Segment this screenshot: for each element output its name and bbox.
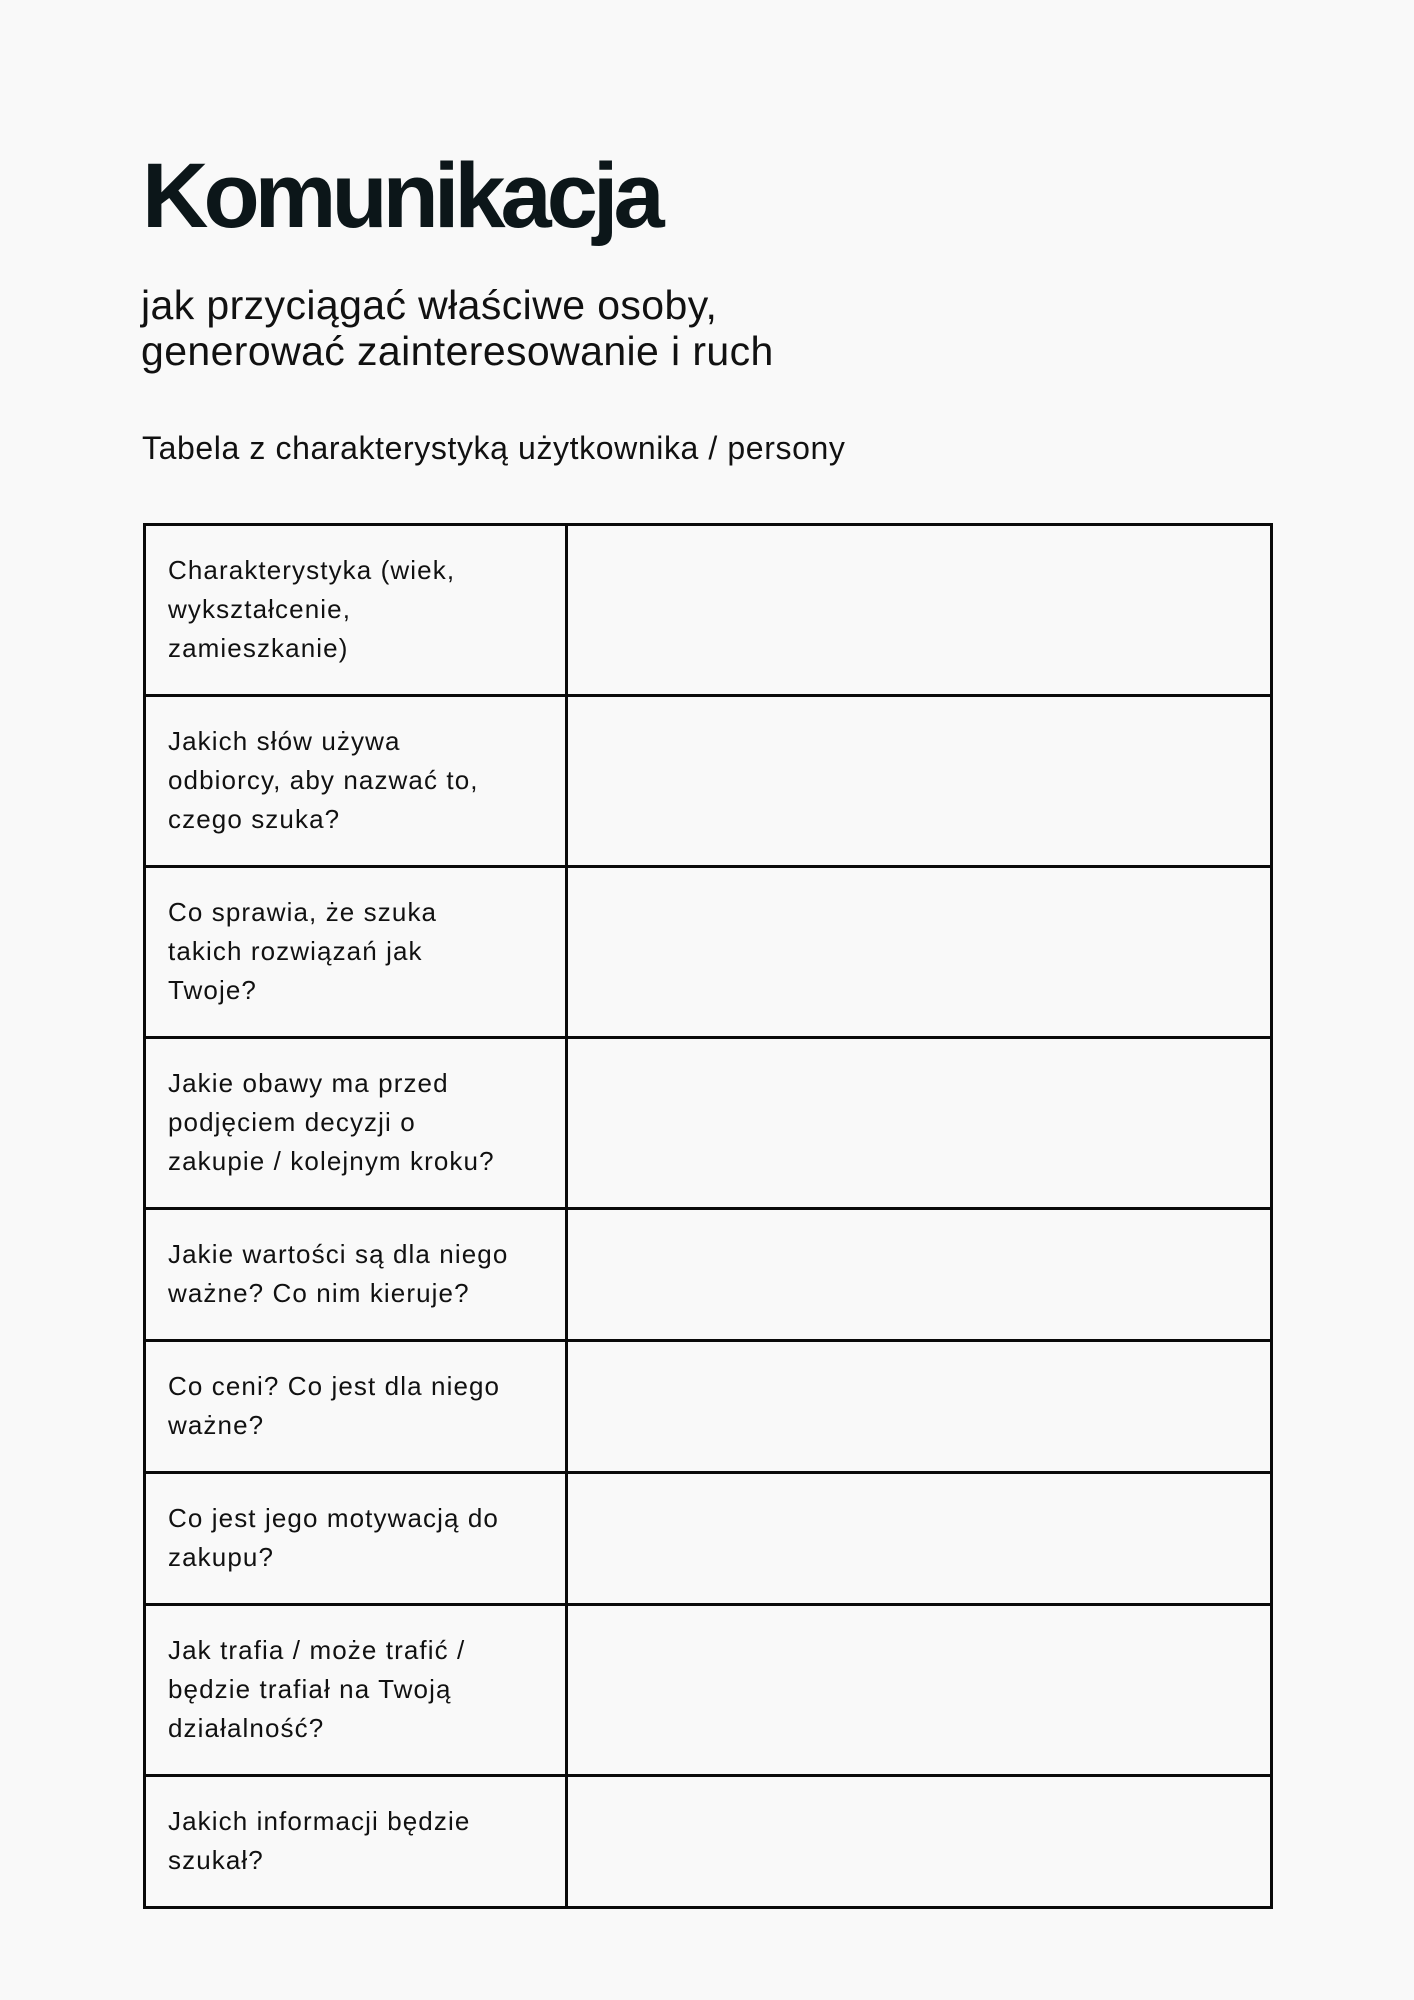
answer-text[interactable] bbox=[568, 1039, 1270, 1207]
table-row bbox=[145, 867, 1272, 1038]
answer-text[interactable] bbox=[568, 526, 1270, 694]
question-text: Jak trafia / może trafić / będzie trafiał na Twoją działalność? bbox=[168, 1635, 466, 1743]
table-caption: Tabela z charakterystyką użytkownika / persony bbox=[142, 430, 846, 466]
persona-table bbox=[143, 523, 1273, 1909]
table-row bbox=[145, 1341, 1272, 1473]
question-text: Jakich informacji będzie szukał? bbox=[168, 1806, 471, 1875]
answer-cell[interactable] bbox=[567, 1341, 1272, 1473]
answer-cell[interactable] bbox=[567, 1605, 1272, 1776]
answer-cell[interactable] bbox=[567, 1209, 1272, 1341]
question-text: Jakie wartości są dla niego ważne? Co nim kieruje? bbox=[168, 1239, 509, 1308]
subtitle-line: generować zainteresowanie i ruch bbox=[141, 328, 774, 374]
answer-text[interactable] bbox=[568, 1210, 1270, 1339]
table-row bbox=[145, 1605, 1272, 1776]
answer-text[interactable] bbox=[568, 868, 1270, 1036]
table-row bbox=[145, 1776, 1272, 1908]
answer-cell[interactable] bbox=[567, 1038, 1272, 1209]
question-cell bbox=[145, 525, 567, 696]
answer-cell[interactable] bbox=[567, 867, 1272, 1038]
answer-cell[interactable] bbox=[567, 696, 1272, 867]
answer-cell[interactable] bbox=[567, 1776, 1272, 1908]
page-title: Komunikacja bbox=[142, 145, 660, 247]
page-subtitle bbox=[141, 282, 774, 374]
table-row bbox=[145, 1038, 1272, 1209]
answer-text[interactable] bbox=[568, 1474, 1270, 1603]
subtitle-line: jak przyciągać właściwe osoby, bbox=[141, 282, 718, 328]
question-cell bbox=[145, 1038, 567, 1209]
answer-cell[interactable] bbox=[567, 1473, 1272, 1605]
question-cell bbox=[145, 1341, 567, 1473]
question-text: Co sprawia, że szuka takich rozwiązań jak Twoje? bbox=[168, 897, 438, 1005]
table-row bbox=[145, 696, 1272, 867]
answer-text[interactable] bbox=[568, 697, 1270, 865]
question-cell bbox=[145, 1473, 567, 1605]
answer-cell[interactable] bbox=[567, 525, 1272, 696]
question-text: Co ceni? Co jest dla niego ważne? bbox=[168, 1371, 501, 1440]
question-text: Jakie obawy ma przed podjęciem decyzji o zakupie / kolejnym kroku? bbox=[168, 1068, 495, 1176]
table-row bbox=[145, 1473, 1272, 1605]
answer-text[interactable] bbox=[568, 1606, 1270, 1774]
question-cell bbox=[145, 696, 567, 867]
question-text: Charakterystyka (wiek, wykształcenie, zamieszkanie) bbox=[168, 555, 456, 663]
question-text: Co jest jego motywacją do zakupu? bbox=[168, 1503, 499, 1572]
question-cell bbox=[145, 1605, 567, 1776]
question-cell bbox=[145, 1209, 567, 1341]
question-cell bbox=[145, 867, 567, 1038]
table-row bbox=[145, 1209, 1272, 1341]
question-text: Jakich słów używa odbiorcy, aby nazwać to, czego szuka? bbox=[168, 726, 479, 834]
table-row bbox=[145, 525, 1272, 696]
answer-text[interactable] bbox=[568, 1342, 1270, 1471]
answer-text[interactable] bbox=[568, 1777, 1270, 1906]
question-cell bbox=[145, 1776, 567, 1908]
